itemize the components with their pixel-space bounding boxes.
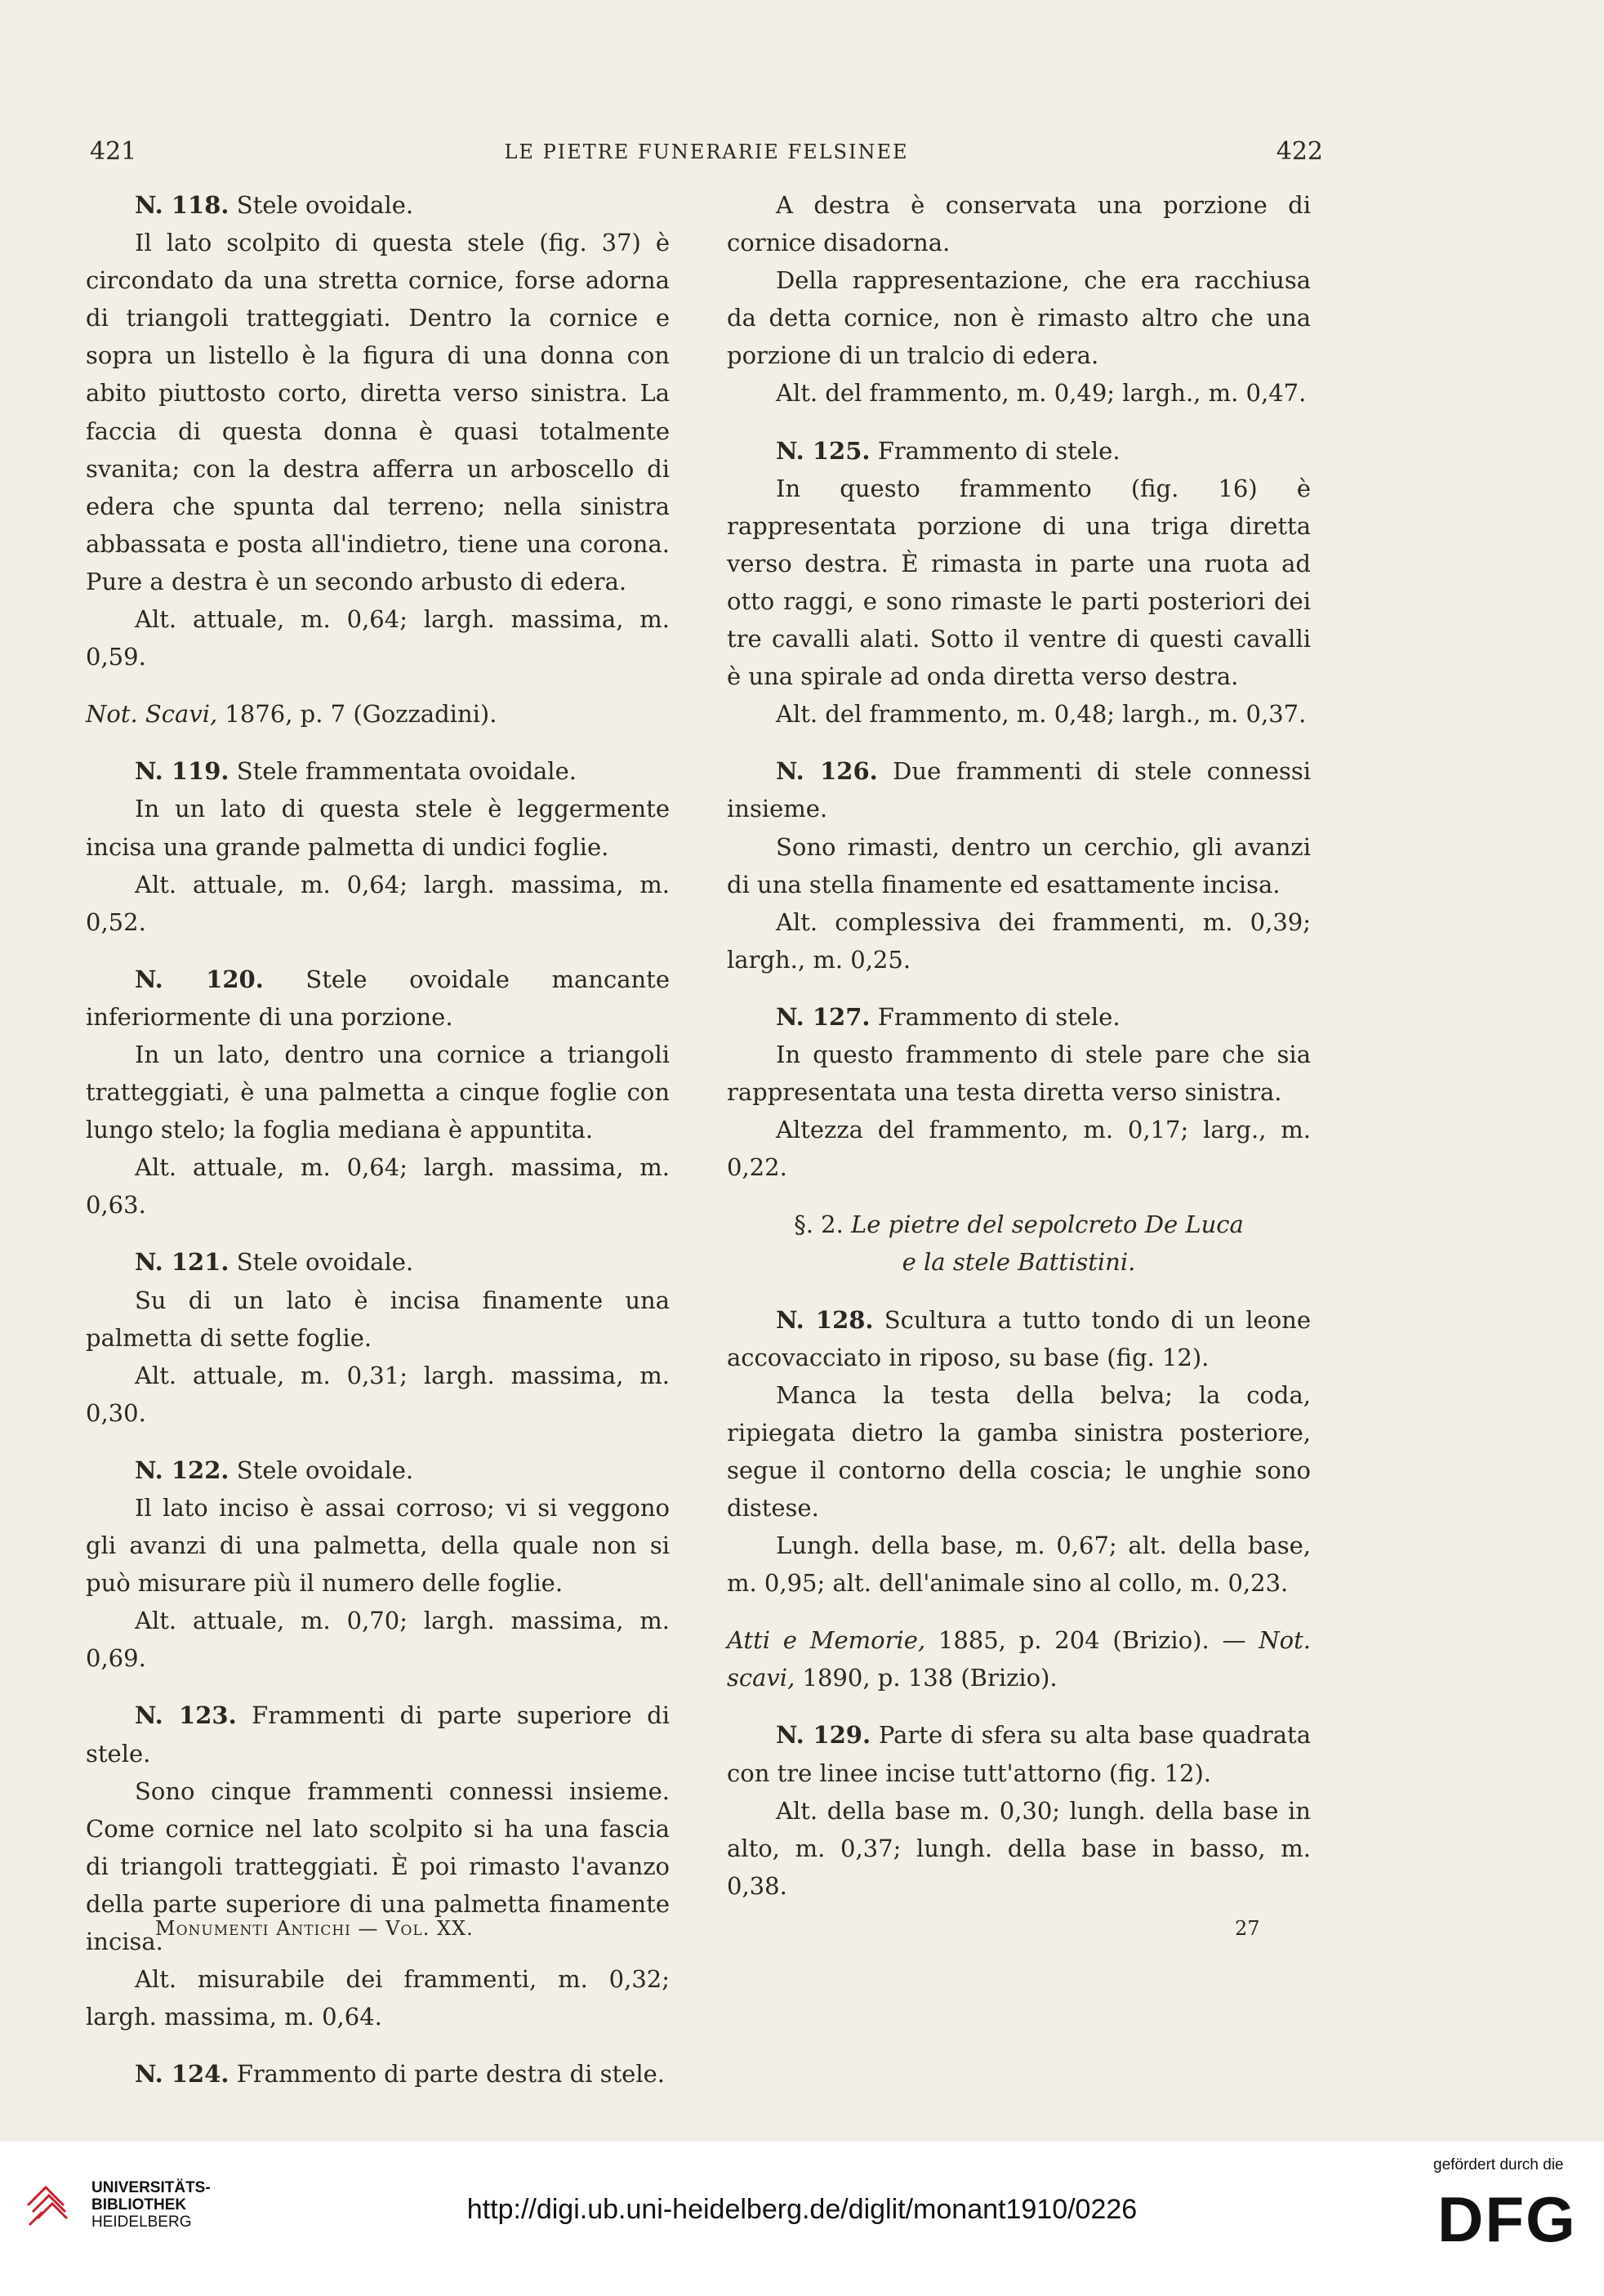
entry-number: N. 126. [776,757,878,786]
reference-title: Not. Scavi, [86,700,218,729]
entry-125-description: In questo frammento (fig. 16) è rappresentata porzione di una triga diretta verso destra. È rimasta in parte una ruota ad otto raggi, e sono rimaste le parti posteriori dei tre cavalli alati. Sotto il ventre di questi cavalli è una spirale ad onda diretta verso destra. [727,474,1311,691]
entry-number: N. 123. [135,1701,237,1730]
entry-128-dimensions: Lungh. della base, m. 0,67; alt. della base, m. 0,95; alt. dell'animale sino al collo, m. 0,23. [727,1531,1311,1598]
entry-number: N. 119. [135,757,229,786]
entry-127-dimensions: Altezza del frammento, m. 0,17; larg., m. 0,22. [727,1116,1311,1182]
entry-title: Stele ovoidale. [229,1248,414,1277]
entry-126-description: Sono rimasti, dentro un cerchio, gli avanzi di una stella finamente ed esattamente incisa. [727,832,1311,898]
library-name-line2: BIBLIOTHEK [91,2196,187,2214]
section-title-line1: Le pietre del sepolcreto De Luca [851,1210,1244,1239]
entry-127-description: In questo frammento di stele pare che sia rappresentata una testa diretta verso sinistra. [727,1040,1311,1107]
entry-title: Stele ovoidale. [229,1456,414,1484]
library-name-line1: UNIVERSITÄTS- [91,2179,211,2196]
entry-120-dimensions: Alt. attuale, m. 0,64; largh. massima, m. 0,63. [86,1153,670,1219]
section-number: §. 2. [794,1210,852,1239]
entry-number: N. 127. [776,1002,871,1031]
entry-title: Frammento di stele. [870,1002,1121,1031]
entry-122-dimensions: Alt. attuale, m. 0,70; largh. massima, m. 0,69. [86,1607,670,1673]
entry-124-heading [86,2055,670,2093]
entry-121-dimensions: Alt. attuale, m. 0,31; largh. massima, m. 0,30. [86,1361,670,1427]
entry-119-dimensions: Alt. attuale, m. 0,64; largh. massima, m. 0,52. [86,870,670,936]
footer-sheet-number: 27 [1235,1917,1260,1940]
entry-121-description: Su di un lato è incisa finamente una palmetta di sette foglie. [86,1286,670,1352]
entry-118-description: Il lato scolpito di questa stele (fig. 37) è circondato da una stretta cornice, forse adorna di triangoli tratteggiati. Dentro la cornice e sopra un listello è la figura di una donna con abito piuttosto corto, diretta verso sinistra. La faccia di questa donna è quasi totalmente svanita; con la destra afferra un arboscello di edera che spunta dal terreno; nella sinistra abbassata e posta all'indietro, tiene una corona. Pure a destra è un secondo arbusto di edera. [86,229,670,595]
entry-title: Frammento di stele. [870,436,1121,465]
entry-129-heading [727,1716,1311,1791]
entry-119-heading [86,752,670,790]
entry-119-description: In un lato di questa stele è leggermente incisa una grande palmetta di undici foglie. [86,795,670,861]
entry-number: N. 120. [135,965,264,993]
left-column [86,186,670,2093]
entry-title: Frammenti di parte superiore di stele. [86,1701,670,1768]
page-number-right: 422 [1276,137,1323,166]
entry-127-heading [727,998,1311,1036]
right-column [727,186,1311,1905]
running-title: LE PIETRE FUNERARIE FELSINEE [504,140,909,163]
entry-128-description: Manca la testa della belva; la coda, ripiegata dietro la gamba sinistra posteriore, segue il contorno della coscia; le unghie sono distese. [727,1380,1311,1522]
entry-125-heading [727,432,1311,470]
reference-detail: 1885, p. 204 (Brizio). — [925,1626,1259,1655]
entry-129-dimensions: Alt. della base m. 0,30; lungh. della base in alto, m. 0,37; lungh. della base in basso, m. 0,38. [727,1796,1311,1900]
section-title-line2: e la stele Battistini. [902,1248,1136,1277]
entry-number: N. 125. [776,436,871,465]
page-number-left: 421 [90,137,137,166]
entry-120-heading [86,961,670,1036]
entry-number: N. 128. [776,1305,874,1334]
entry-121-heading [86,1243,670,1281]
entry-122-heading [86,1451,670,1489]
entry-number: N. 129. [776,1721,871,1750]
entry-title: Frammento di parte destra di stele. [229,2060,665,2089]
reference-detail-2: 1890, p. 138 (Brizio). [795,1664,1058,1692]
entry-number: N. 124. [135,2060,229,2089]
library-name-line3: HEIDELBERG [91,2214,192,2231]
entry-118-dimensions: Alt. attuale, m. 0,64; largh. massima, m. 0,59. [86,605,670,671]
funding-note: gefördert durch die [1433,2156,1564,2173]
entry-122-description: Il lato inciso è assai corroso; vi si veggono gli avanzi di una palmetta, della quale non si può misurare più il numero delle foglie. [86,1494,670,1598]
section-heading-line2 [727,1243,1311,1281]
entry-title: Due frammenti di stele connessi insieme. [727,757,1311,823]
entry-124-description: A destra è conservata una porzione di cornice disadorna. [727,191,1311,257]
entry-title: Parte di sfera su alta base quadrata con tre linee incise tutt'attorno (fig. 12). [727,1721,1311,1787]
entry-title: Scultura a tutto tondo di un leone accovacciato in riposo, su base (fig. 12). [727,1305,1311,1371]
permalink-url[interactable]: http://digi.ub.uni-heidelberg.de/diglit/monant1910/0226 [466,2194,1138,2225]
dfg-logo: DFG [1437,2183,1577,2255]
entry-number: N. 121. [135,1248,229,1277]
entry-128-reference [727,1621,1311,1696]
entry-125-dimensions: Alt. del frammento, m. 0,48; largh., m. 0,37. [776,700,1307,729]
entry-123-heading [86,1696,670,1772]
section-heading [727,1206,1311,1243]
entry-title: Stele ovoidale mancante inferiormente di una porzione. [86,965,670,1031]
entry-128-heading [727,1301,1311,1376]
entry-126-heading [727,752,1311,827]
running-header [90,137,1323,170]
reference-title: Atti e Memorie, [727,1626,926,1655]
entry-123-description: Sono cinque frammenti connessi insieme. Come cornice nel lato scolpito si ha una fascia di triangoli tratteggiati. È poi rimasto l'avanzo della parte superiore di una palmetta finamente incisa. [86,1777,670,1956]
entry-number: N. 118. [135,191,229,219]
entry-118-reference [86,695,670,733]
entry-title: Stele ovoidale. [229,191,414,219]
entry-title: Stele frammentata ovoidale. [229,757,577,786]
entry-118-heading [86,186,670,224]
reference-detail: 1876, p. 7 (Gozzadini). [217,700,497,729]
reference-title-2: Not. scavi, [727,1626,1311,1692]
footer-signature: Monumenti Antichi — Vol. XX. [155,1917,474,1940]
entry-126-dimensions: Alt. complessiva dei frammenti, m. 0,39; largh., m. 0,25. [727,907,1311,974]
entry-124-dimensions: Alt. del frammento, m. 0,49; largh., m. 0,47. [776,379,1307,408]
entry-120-description: In un lato, dentro una cornice a triangoli tratteggiati, è una palmetta a cinque foglie con lungo stelo; la foglia mediana è appuntita. [86,1040,670,1144]
entry-number: N. 122. [135,1456,229,1484]
entry-123-dimensions: Alt. misurabile dei frammenti, m. 0,32; largh. massima, m. 0,64. [86,1965,670,2031]
entry-124-description-cont: Della rappresentazione, che era racchiusa da detta cornice, non è rimasto altro che una porzione di un tralcio di edera. [727,266,1311,370]
